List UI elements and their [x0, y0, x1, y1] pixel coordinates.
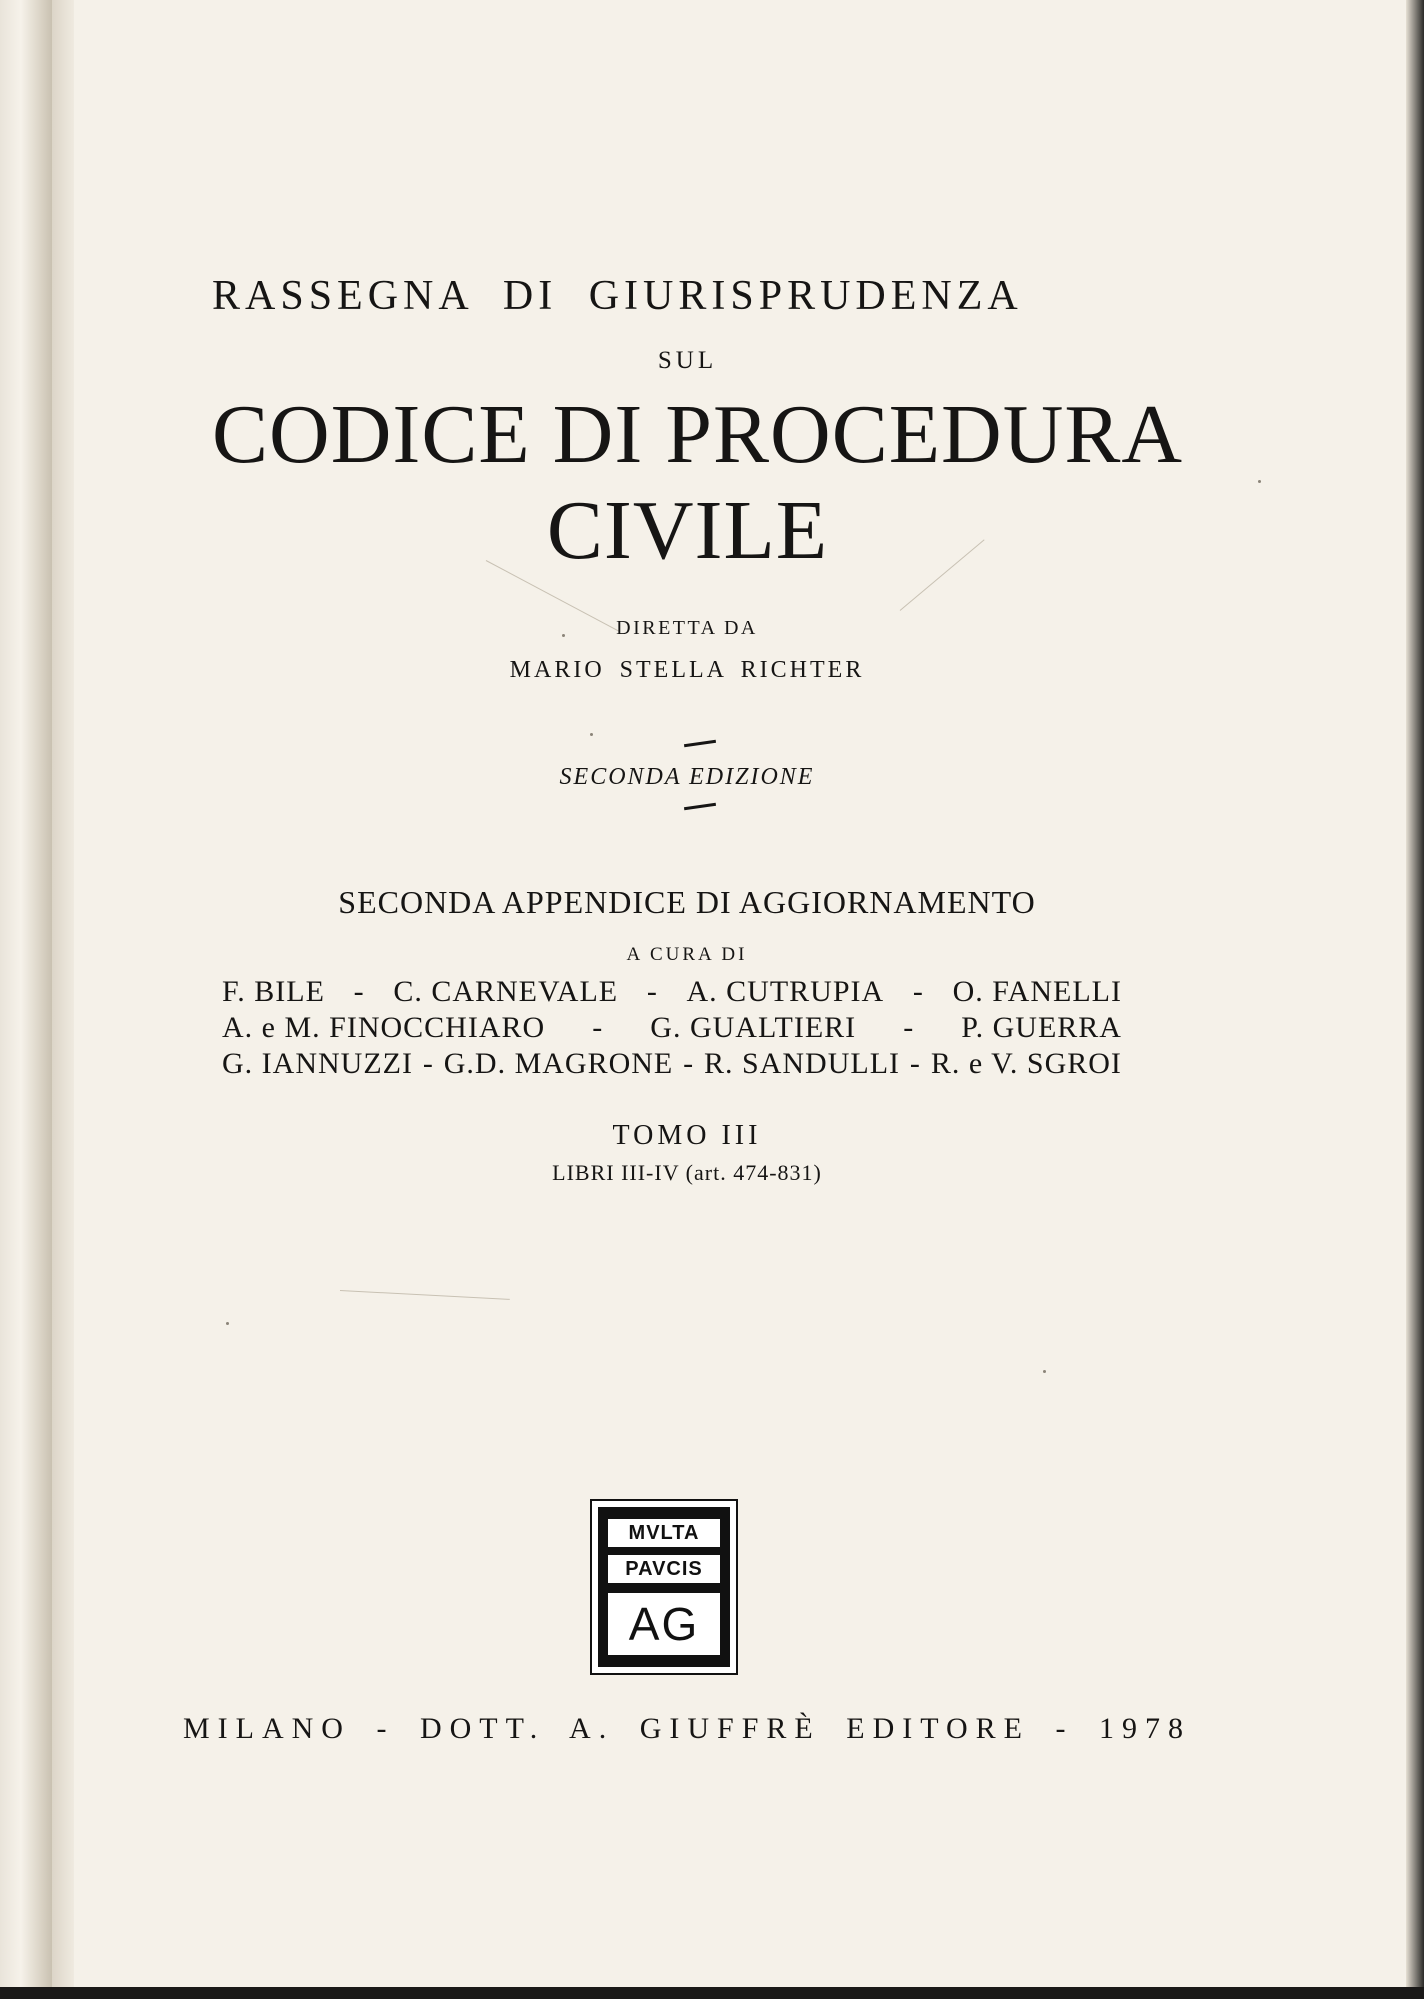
- logo-monogram: AG: [608, 1593, 720, 1655]
- main-title-line-1: CODICE DI PROCEDURA: [212, 388, 1184, 481]
- author-separator: -: [909, 1047, 921, 1080]
- paper-speck: [226, 1322, 229, 1325]
- author-separator: -: [646, 975, 658, 1008]
- curated-by-label: A CURA DI: [626, 944, 748, 965]
- author-separator: -: [353, 975, 365, 1008]
- title-connector: SUL: [657, 347, 718, 374]
- appendix-title: SECONDA APPENDICE DI AGGIORNAMENTO: [338, 884, 1036, 920]
- logo-line-1: MVLTA: [608, 1519, 720, 1547]
- book-spine: [0, 0, 52, 1999]
- paper-speck: [590, 733, 593, 736]
- page-gutter: [52, 0, 74, 1999]
- author-name: O. FANELLI: [952, 975, 1122, 1008]
- author-name: A. e M. FINOCCHIARO: [222, 1011, 546, 1044]
- authors-row-1: [222, 975, 1122, 1009]
- author-separator: -: [422, 1047, 434, 1080]
- scan-border: [0, 1987, 1424, 1999]
- author-name: R. e V. SGROI: [930, 1047, 1122, 1080]
- publisher-imprint: MILANO - DOTT. A. GIUFFRÈ EDITORE - 1978: [182, 1712, 1192, 1745]
- author-name: G. IANNUZZI: [222, 1047, 413, 1080]
- books-range: LIBRI III-IV (art. 474-831): [552, 1160, 822, 1185]
- logo-background: [598, 1507, 730, 1667]
- publisher-logo: [590, 1499, 738, 1675]
- paper-speck: [1043, 1370, 1046, 1373]
- edition-label: SECONDA EDIZIONE: [559, 764, 815, 790]
- authors-row-2: [222, 1011, 1122, 1045]
- author-name: A. CUTRUPIA: [686, 975, 885, 1008]
- author-separator: -: [683, 1047, 695, 1080]
- editor-name: MARIO STELLA RICHTER: [509, 657, 865, 683]
- series-title: RASSEGNA DI GIURISPRUDENZA: [212, 273, 1023, 319]
- page-edge: [1406, 0, 1424, 1999]
- main-title-line-2: CIVILE: [546, 484, 829, 577]
- authors-row-3: [222, 1047, 1122, 1081]
- logo-line-2: PAVCIS: [608, 1555, 720, 1583]
- author-name: P. GUERRA: [961, 1011, 1122, 1044]
- author-separator: -: [592, 1011, 604, 1044]
- author-name: F. BILE: [222, 975, 325, 1008]
- author-separator: -: [912, 975, 924, 1008]
- author-name: G.D. MAGRONE: [443, 1047, 674, 1080]
- author-name: C. CARNEVALE: [393, 975, 619, 1008]
- volume-label: TOMO III: [612, 1120, 762, 1151]
- author-name: G. GUALTIERI: [650, 1011, 857, 1044]
- directed-by-label: DIRETTA DA: [616, 617, 758, 639]
- author-separator: -: [903, 1011, 915, 1044]
- author-name: R. SANDULLI: [704, 1047, 901, 1080]
